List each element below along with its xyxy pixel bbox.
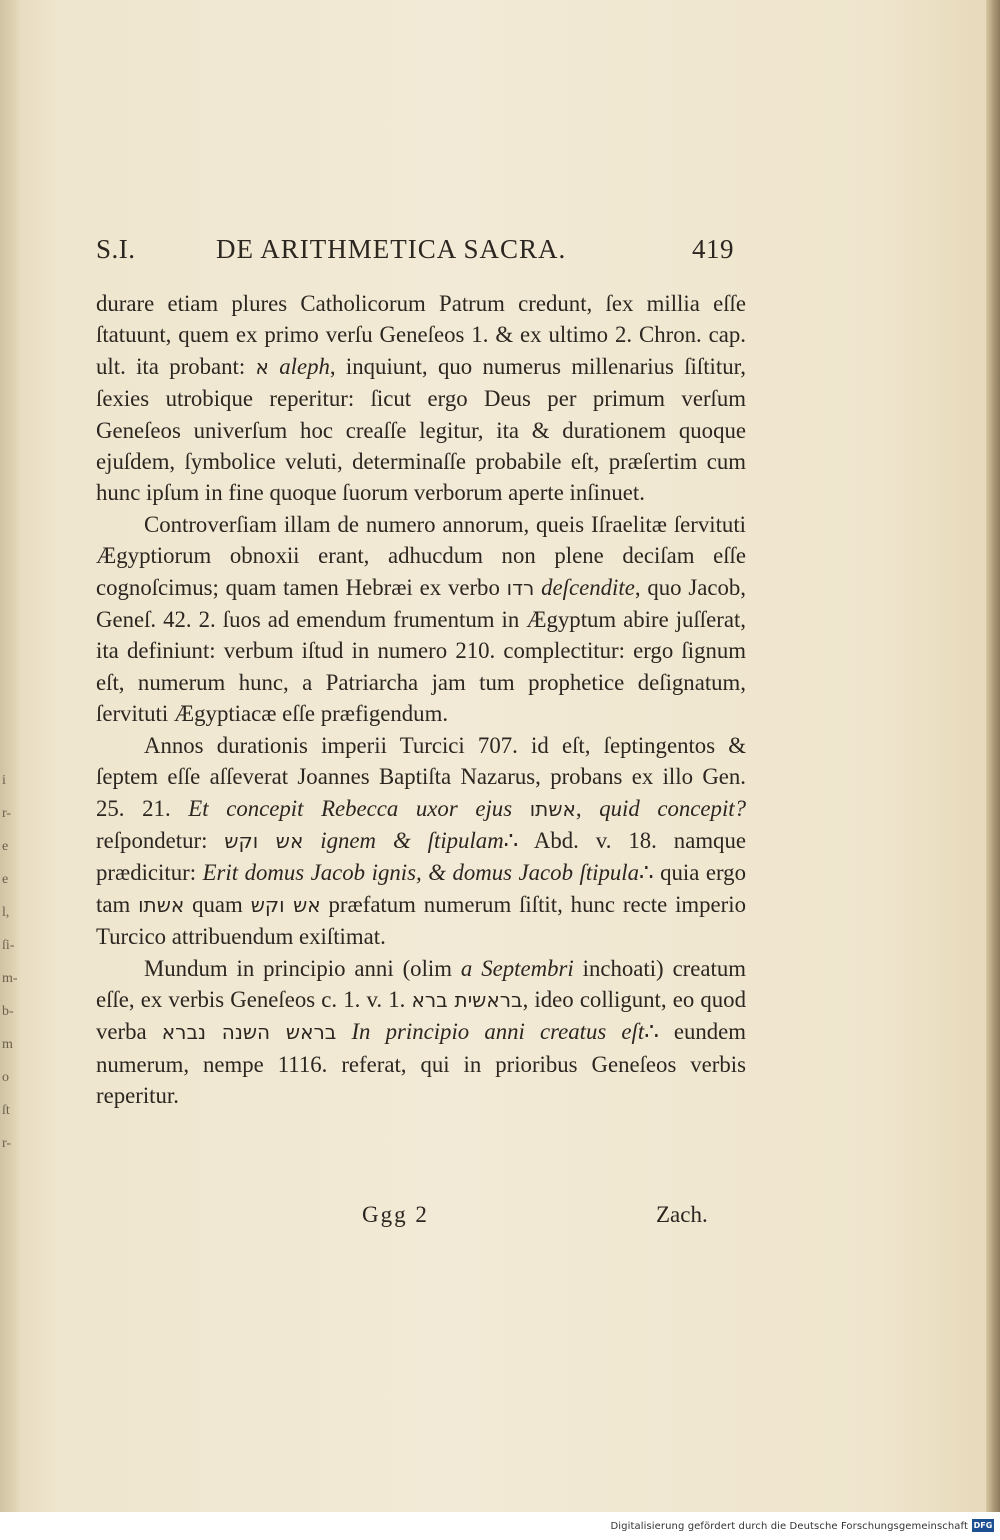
text-run: ,: [575, 795, 600, 821]
text-run: præfatum numerum ſiſtit, hunc recte imperio Turcico attribuendum exiſtimat.: [96, 891, 746, 950]
paragraph: [96, 288, 746, 509]
text-run: Annos durationis imperii Turcici 707. id eſt, ſeptingentos & ſeptem eſſe aſſeverat Joannes Baptiſta Nazarus, probans ex illo Gen. 25. 21.: [96, 732, 746, 821]
facing-page-margin-fragments: [2, 764, 16, 1160]
text-run: inchoati) creatum eſſe, ex verbis Geneſeos c. 1. v. 1.: [96, 955, 746, 1012]
paragraph: [96, 730, 746, 953]
section-number: S.I.: [96, 234, 136, 264]
italic-run: Erit domus Jacob ignis, & domus Jacob ſtipula: [202, 860, 640, 886]
margin-fragment: ſt: [2, 1103, 10, 1118]
margin-fragment: e: [2, 872, 9, 887]
catchword: Zach.: [656, 1202, 708, 1227]
italic-run: deſcendite: [534, 574, 635, 600]
hebrew-word: אש וקש: [250, 892, 321, 917]
margin-fragment: l,: [2, 905, 10, 920]
facing-page-edge: [0, 0, 22, 1512]
text-run: ∴ eundem numerum, nempe 1116. referat, qui in prioribus Geneſeos verbis reperitur.: [96, 1019, 746, 1109]
text-run: reſpondetur:: [96, 827, 225, 853]
text-run: ∴ Abd. v. 18. namque prædicitur:: [96, 827, 746, 886]
margin-fragment: m-: [2, 971, 18, 986]
hebrew-word: רדו: [506, 575, 535, 600]
italic-run: quid concepit?: [599, 795, 747, 821]
text-run: durare etiam plures Catholicorum Patrum credunt, ſex millia eſſe ſtatuunt, quem ex primo verſu Geneſeos 1. & ex ultimo 2. Chron. cap. ult. ita probant:: [96, 291, 746, 379]
italic-run: ignem & ſtipulam: [303, 827, 504, 853]
margin-fragment: m: [2, 1037, 13, 1052]
gathering-signature: Ggg 2: [362, 1202, 429, 1227]
text-run: [512, 796, 530, 821]
hebrew-word: א: [255, 354, 269, 379]
dfg-logo: DFG: [973, 1521, 993, 1530]
funding-credit: Digitalisierung gefördert durch die Deutsche Forschungsgemeinschaft: [610, 1521, 968, 1532]
text-run: ∴ quia ergo tam: [96, 860, 746, 917]
margin-fragment: b-: [2, 1004, 14, 1019]
text-run: , ideo colligunt, eo quod verba: [96, 986, 746, 1045]
margin-fragment: i: [2, 773, 6, 788]
text-run: , quo Jacob, Geneſ. 42. 2. ſuos ad emendum frumentum in Ægyptum abire juſſerat, ita definiunt: verbum iſtud in numero 210. complectitur: ergo ſignum eſt, numerum hunc, a Patriarcha jam tum prophetice deſignatum, ſervituti Ægyptiacæ eſſe præfigendum.: [96, 574, 746, 727]
hebrew-word: אש וקש: [224, 828, 304, 853]
running-title: DE ARITHMETICA SACRA.: [216, 234, 567, 264]
hebrew-word: אשתו: [529, 796, 576, 821]
paragraph: [96, 509, 746, 730]
italic-run: aleph: [268, 353, 330, 379]
text-run: Mundum in principio anni (olim: [144, 955, 461, 981]
italic-run: In principio anni creatus eſt: [336, 1019, 645, 1045]
text-run: , inquiunt, quo numerus millenarius ſiſtitur, ſexies utrobique reperitur: ſicut ergo Deus per primum verſum Geneſeos univerſum hoc creaſſe legitur, ita & durationem quoque ejuſdem, ſymbolice veluti, determinaſſe probabile eſt, præſertim cum hunc ipſum in fine quoque ſuorum verborum aperte inſinuet.: [96, 353, 746, 506]
running-head: [96, 234, 740, 270]
margin-fragment: o: [2, 1070, 9, 1085]
italic-run: a Septembri: [460, 955, 574, 981]
hebrew-word: אשתו: [138, 892, 185, 917]
margin-fragment: e: [2, 839, 9, 854]
hebrew-word: בראש השנה נברא: [161, 1020, 337, 1045]
margin-fragment: ſi-: [2, 938, 15, 953]
text-run: Controverſiam illam de numero annorum, queis Iſraelitæ ſervituti Ægyptiorum obnoxii erant, adhucdum non plene deciſam eſſe cognoſcimus; quam tamen Hebræi ex verbo: [96, 511, 746, 600]
paragraph: [96, 953, 746, 1112]
margin-fragment: r-: [2, 1136, 12, 1151]
book-edge: [986, 0, 1000, 1512]
body-text: [96, 288, 746, 1112]
hebrew-word: בראשית ברא: [411, 987, 523, 1012]
page-number: 419: [692, 234, 734, 264]
text-run: quam: [184, 891, 251, 917]
italic-run: Et concepit Rebecca uxor ejus: [188, 795, 513, 821]
margin-fragment: r-: [2, 806, 12, 821]
